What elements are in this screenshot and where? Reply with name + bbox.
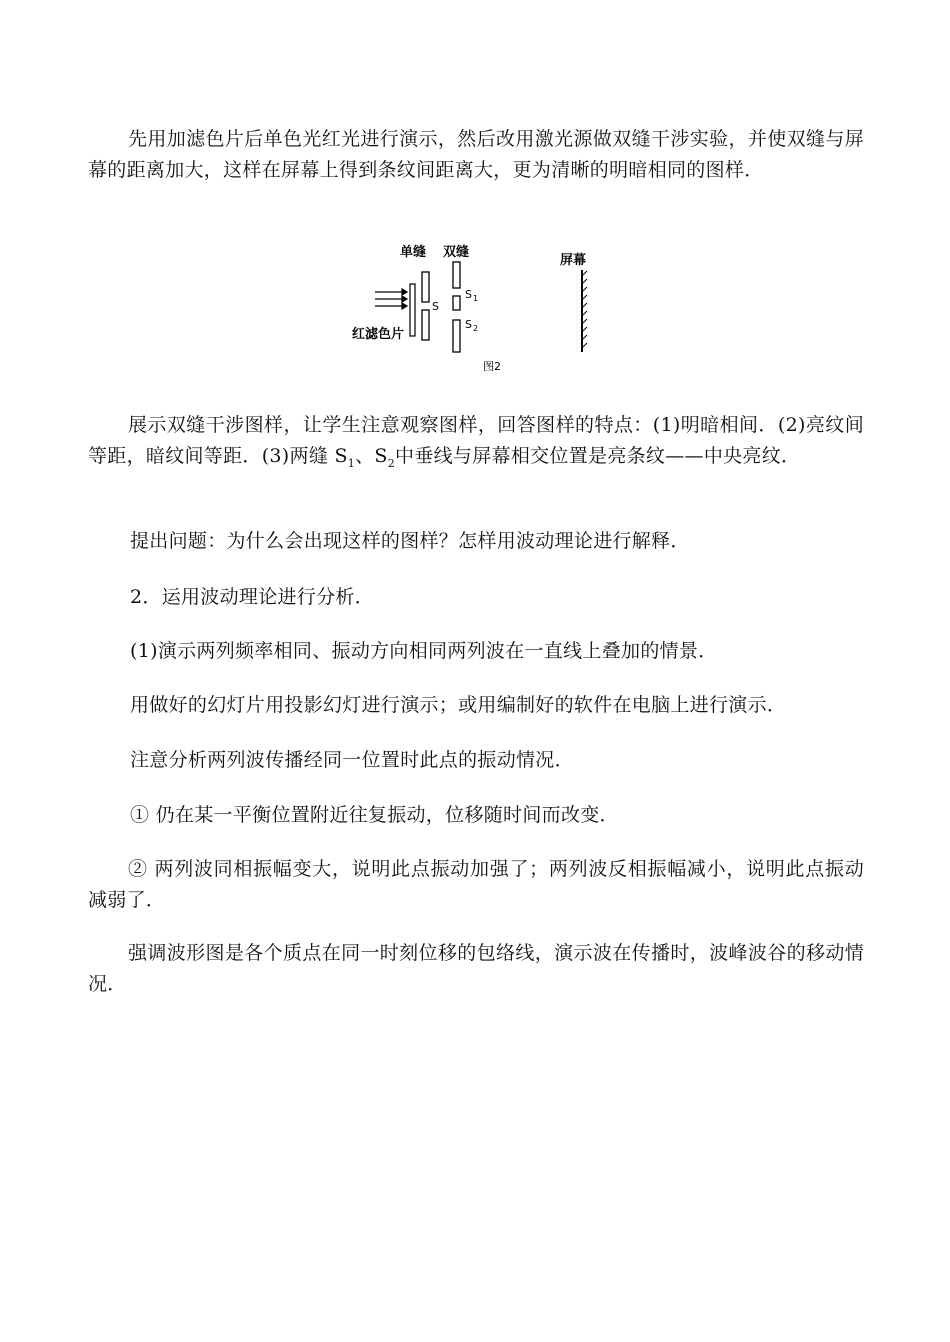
light-arrows [375, 289, 407, 309]
screen [582, 270, 587, 352]
paragraph-section-2: 2．运用波动理论进行分析． [130, 586, 374, 608]
observation-text-suffix: 中垂线与屏幕相交位置是亮条纹——中央亮纹． [395, 445, 801, 467]
light-arrowhead-2 [402, 296, 407, 302]
paragraph-observation [88, 410, 864, 479]
double-slit-top-bar [453, 262, 460, 288]
paragraph-point-1: ① 仍在某一平衡位置附近往复振动，位移随时间而改变． [130, 804, 619, 826]
s2-label: S [465, 318, 472, 331]
double-slit-label: 双缝 [443, 245, 470, 260]
s1-subscript-text: 1 [347, 456, 356, 470]
red-filter-plate [410, 284, 415, 336]
paragraph-question: 提出问题：为什么会出现这样的图样？怎样用波动理论进行解释． [130, 530, 690, 552]
figure-caption: 图2 [483, 360, 501, 373]
filter-label: 红滤色片 [352, 327, 405, 342]
double-slit-middle-bar [453, 296, 460, 310]
paragraph-intro: 先用加滤色片后单色光红光进行演示，然后改用激光源做双缝干涉实验，并使双缝与屏幕的距离加大，这样在屏幕上得到条纹间距离大，更为清晰的明暗相同的图样． [88, 128, 864, 181]
s1-subscript: 1 [473, 294, 479, 303]
screen-label: 屏幕 [560, 253, 587, 268]
double-slit-bottom-bar [453, 320, 460, 352]
paragraph-demo-1: (1)演示两列频率相同、振动方向相同两列波在一直线上叠加的情景． [130, 640, 718, 662]
light-arrowhead-3 [402, 303, 407, 309]
observation-text-prefix: 展示双缝干涉图样，让学生注意观察图样，回答图样的特点：(1)明暗相间．(2)亮纹间等距，暗纹间等距．(3)两缝 S [88, 414, 864, 467]
single-slit-label: 单缝 [400, 245, 427, 260]
paragraph-analysis-note: 注意分析两列波传播经同一位置时此点的振动情况． [130, 749, 574, 771]
slit-s-label: S [432, 300, 439, 313]
double-slit-svg [350, 240, 610, 380]
s2-subscript: 2 [473, 324, 479, 333]
s2-subscript-text: 2 [387, 456, 396, 470]
paragraph-demo-method: 用做好的幻灯片用投影幻灯进行演示；或用编制好的软件在电脑上进行演示． [130, 694, 787, 716]
observation-text-mid: 、S [355, 445, 388, 467]
single-slit-upper-bar [422, 272, 429, 302]
paragraph-emphasis: 强调波形图是各个质点在同一时刻位移的包络线，演示波在传播时，波峰波谷的移动情况． [88, 942, 864, 995]
double-slit-diagram [350, 240, 610, 380]
s1-label: S [465, 288, 472, 301]
single-slit-lower-bar [422, 310, 429, 340]
paragraph-point-2: ② 两列波同相振幅变大，说明此点振动加强了；两列波反相振幅减小，说明此点振动减弱了． [88, 858, 864, 911]
light-arrowhead-1 [402, 289, 407, 295]
